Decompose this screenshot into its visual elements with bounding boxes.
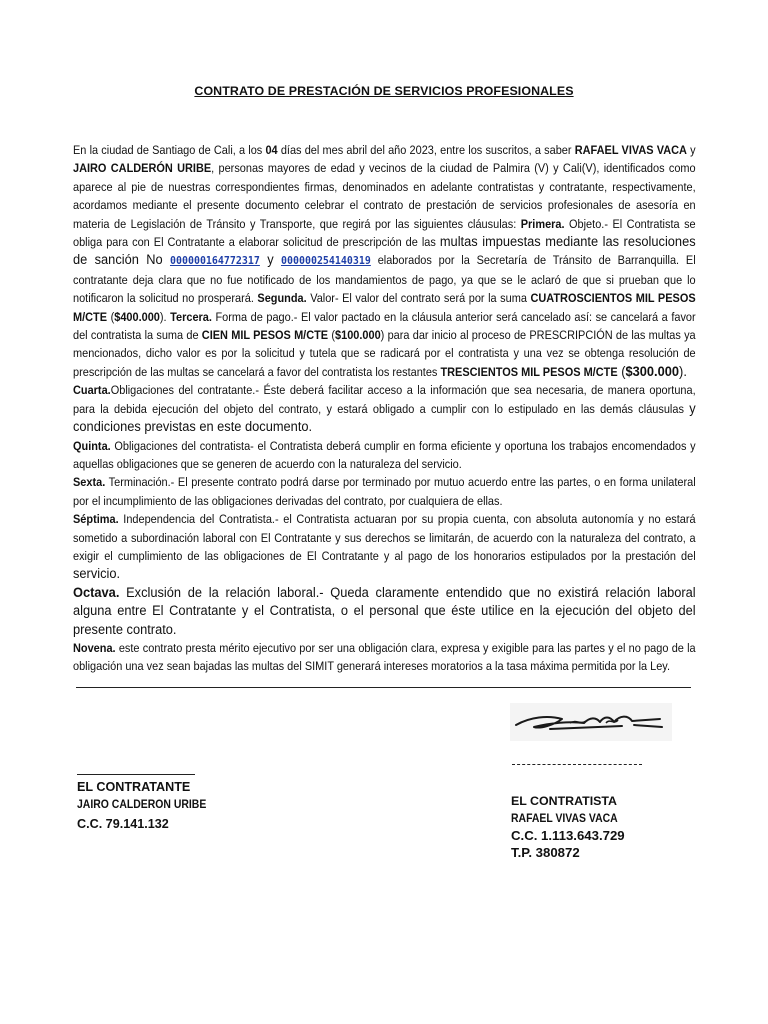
text: ). [159, 309, 171, 324]
text: Valor- El valor del contrato será por la suma [306, 291, 531, 306]
resolution-number-link[interactable]: 000000164772317 [169, 254, 260, 268]
id-number: C.C. 1.113.643.729 [511, 828, 625, 843]
signer-name: RAFAEL VIVAS VACA [511, 812, 618, 825]
signer-name: JAIRO CALDERON URIBE [77, 798, 207, 811]
text: ( [328, 328, 336, 343]
text: Exclusión de la relación laboral.- Queda claramente entendido que no existirá relación laboral alguna entre El Contratante y el Contratista, o el personal que éste utilice en la ejecución del objeto del presente contrato. [73, 584, 696, 638]
text: En la ciudad de Santiago de Cali, a los [73, 143, 266, 157]
party-name: RAFAEL VIVAS VACA [574, 143, 687, 157]
text: Objeto.- El Contratista se obliga para con El Contratante a elaborar solicitud de prescripción de las [73, 216, 696, 250]
clause-label: Octava. [73, 584, 120, 601]
amount-words: CIEN MIL PESOS M/CTE [201, 328, 329, 343]
clause-label: Primera. [520, 216, 565, 231]
text: elaborados por la Secretaría de Tránsito de Barranquilla. El contratante deja clara que no fue notificado de los mandamientos de pago, ya que se le aclaró de que si prueban que lo notificaron la solicitud no prosperará. [73, 253, 696, 306]
text: Obligaciones del contratista- el Contratista deberá cumplir en forma eficiente y oportuna los trabajos encomendados y aquellas obligaciones que se generen de acuerdo con la naturaleza del servicio. [73, 438, 696, 471]
text: Forma de pago.- El valor pactado en la cláusula anterior será cancelado así: se cancelará a favor del contratista la suma de [73, 309, 696, 343]
clause-label: Cuarta. [73, 383, 111, 398]
text: ( [107, 309, 115, 324]
contratante-block [77, 779, 221, 835]
text: ). [679, 363, 687, 380]
text: ) para dar inicio al proceso de PRESCRIPCIÓN de las multas ya mencionados, dicho valor es por la solicitud y tutela que se radicará por el contratista y una vez se obtenga resolución de prescripción de las multas se cancelará a favor del contratista los restantes [73, 328, 696, 379]
clause-sexta [73, 473, 696, 510]
text: y [259, 252, 281, 269]
document-title: CONTRATO DE PRESTACIÓN DE SERVICIOS PROFESIONALES [194, 84, 574, 98]
contratista-block [511, 792, 630, 861]
clause-novena [73, 639, 696, 676]
amount-number: $100.000 [335, 328, 381, 343]
resolution-number-link[interactable]: 000000254140319 [280, 254, 371, 268]
clause-intro [73, 141, 696, 381]
clause-label: Séptima. [73, 512, 119, 527]
amount-number: $400.000 [114, 309, 160, 324]
text: ( [617, 363, 626, 380]
text: y condiciones previstas en este documento. [73, 400, 696, 436]
signature-line-contratante [77, 774, 195, 775]
text: Terminación.- El presente contrato podrá darse por terminado por mutuo acuerdo entre las partes, o en forma unilateral por el incumplimiento de las obligaciones derivadas del contrato, por cualquiera de ellas. [73, 475, 696, 508]
text: servicio. [73, 566, 121, 583]
text: Obligaciones del contratante.- Éste deberá facilitar acceso a la información que sea necesaria, de manera oportuna, para la debida ejecución del objeto del contrato, y estará obligado a cumplir con lo estipulado en las demás cláusulas [73, 383, 696, 416]
date-day: 04 [265, 143, 278, 157]
clause-cuarta [73, 381, 696, 436]
signature-line-contratista [512, 764, 642, 765]
clause-label: Segunda. [257, 291, 307, 306]
role-label: EL CONTRATISTA [511, 794, 618, 808]
text: este contrato presta mérito ejecutivo por ser una obligación clara, expresa y exigible para las partes y el no pago de la obligación una vez sean bajadas las multas del SIMIT generará intereses moratorios a la tasa máxima permitida por la Ley. [73, 640, 696, 674]
contract-body [73, 141, 696, 676]
professional-card-number: T.P. 380872 [511, 845, 580, 860]
signature-image [510, 703, 672, 741]
separator-line [76, 687, 691, 688]
party-name: JAIRO CALDERÓN URIBE [73, 161, 212, 176]
clause-label: Quinta. [73, 438, 111, 453]
role-label: EL CONTRATANTE [77, 780, 191, 794]
clause-label: Tercera. [170, 309, 212, 324]
text: multas impuestas mediante las resoluciones de sanción No [73, 234, 696, 269]
clause-octava [73, 584, 696, 639]
text: , personas mayores de edad y vecinos de la ciudad de Palmira (V) y Cali(V), identificados como aparece al pie de nuestras correspondientes firmas, denominados en adelante contratistas y contratante, respectivamente, acordamos mediante el presente documento celebrar el contrato de prestación de servicios profesionales de asesoría en materia de Legislación de Tránsito y Transporte, que regirá por las siguientes cláusulas: [73, 161, 696, 231]
id-number: C.C. 79.141.132 [77, 817, 169, 831]
text: y [686, 143, 696, 157]
amount-words: CUATROSCIENTOS MIL PESOS M/CTE [73, 291, 696, 324]
text: días del mes abril del año 2023, entre los suscritos, a saber [277, 143, 575, 157]
amount-number: $300.000 [625, 363, 680, 380]
clause-septima [73, 510, 696, 584]
clause-label: Sexta. [73, 475, 106, 490]
clause-label: Novena. [73, 640, 116, 655]
text: Independencia del Contratista.- el Contratista actuaran por su propia cuenta, con absoluta autonomía y no estará sometido a subordinación laboral con El Contratante y sus derechos se limitarán, de acuerdo con la naturaleza del contrato, a exigir el cumplimiento de las obligaciones de El Contratante y al pago de los honorarios estipulados por la prestación del [73, 512, 696, 563]
clause-quinta [73, 437, 696, 474]
amount-words: TRESCIENTOS MIL PESOS M/CTE [440, 364, 618, 379]
